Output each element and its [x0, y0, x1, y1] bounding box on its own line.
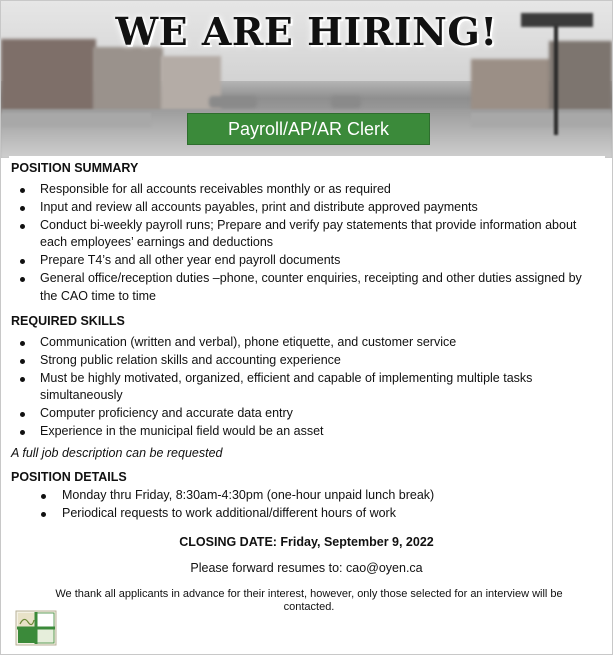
position-details-heading: POSITION DETAILS [11, 470, 127, 484]
list-item: Communication (written and verbal), phone etiquette, and customer service [11, 334, 596, 352]
list-item: Must be highly motivated, organized, efficient and capable of implementing multiple tasks simultaneously [11, 370, 596, 406]
list-item: General office/reception duties –phone, counter enquiries, receipting and other duties assigned by the CAO time to time [11, 270, 596, 306]
list-item: Prepare T4’s and all other year end payroll documents [11, 252, 596, 270]
required-skills-heading: REQUIRED SKILLS [11, 314, 125, 328]
car [209, 96, 257, 108]
list-item: Conduct bi-weekly payroll runs; Prepare and verify pay statements that provide information about each employees’ earnings and deductions [11, 217, 596, 253]
sidewalk-left [1, 113, 151, 127]
list-item: Input and review all accounts payables, print and distribute approved payments [11, 199, 596, 217]
list-item: Strong public relation skills and accounting experience [11, 352, 596, 370]
headline: WE ARE HIRING! [115, 9, 498, 54]
content-panel [9, 156, 605, 158]
town-crest-logo-icon [15, 610, 57, 646]
forward-resumes: Please forward resumes to: cao@oyen.ca [190, 561, 423, 575]
position-summary-heading: POSITION SUMMARY [11, 161, 139, 175]
required-skills-list [11, 334, 596, 441]
hero-banner [1, 1, 612, 158]
closing-date: CLOSING DATE: Friday, September 9, 2022 [179, 535, 434, 549]
list-item: Experience in the municipal field would be an asset [11, 423, 596, 441]
list-item: Responsible for all accounts receivables monthly or as required [11, 181, 596, 199]
thank-you-note: We thank all applicants in advance for their interest, however, only those selected for an interview will be contacted. [55, 588, 563, 613]
list-item: Periodical requests to work additional/different hours of work [11, 505, 596, 523]
car-2 [331, 96, 361, 108]
list-item: Monday thru Friday, 8:30am-4:30pm (one-hour unpaid lunch break) [11, 487, 596, 505]
job-description-note: A full job description can be requested [11, 446, 223, 460]
list-item: Computer proficiency and accurate data entry [11, 405, 596, 423]
building-left-2 [93, 47, 163, 115]
job-title-badge: Payroll/AP/AR Clerk [187, 113, 430, 145]
sidewalk-right [471, 113, 612, 127]
position-summary-list [11, 181, 596, 306]
position-details-list [11, 487, 596, 523]
building-right [471, 59, 551, 114]
